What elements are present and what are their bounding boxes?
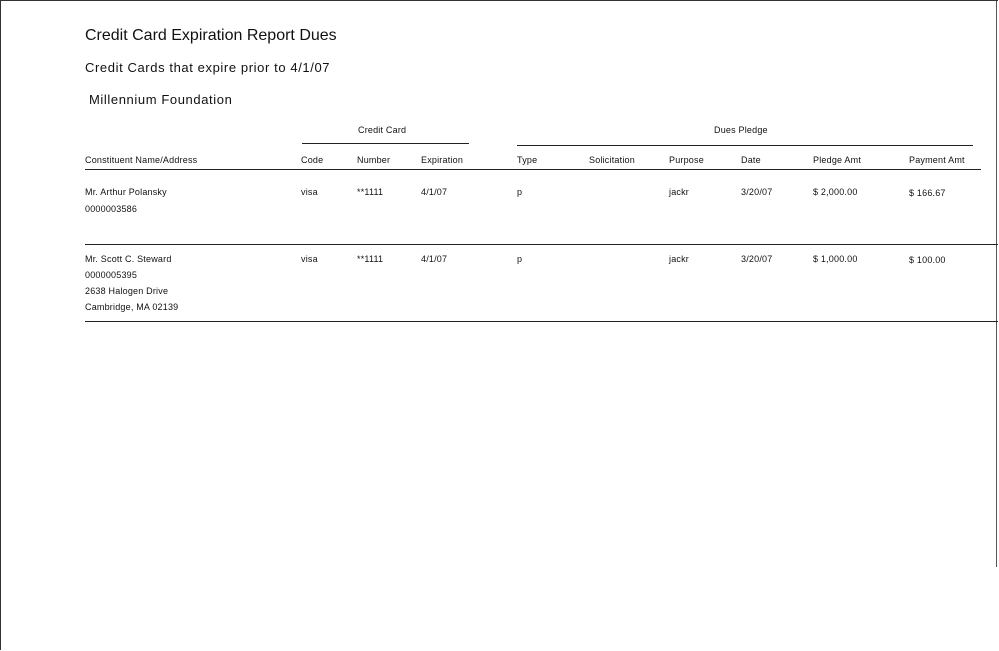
col-header-date: Date (741, 155, 761, 165)
row-expiration: 4/1/07 (421, 254, 448, 264)
credit-card-group-header: Credit Card (358, 125, 407, 135)
col-header-expiration: Expiration (421, 155, 464, 165)
report-title: Credit Card Expiration Report Dues (85, 27, 337, 44)
row-address-line-1: 2638 Halogen Drive (85, 286, 169, 296)
col-header-name: Constituent Name/Address (85, 155, 198, 165)
col-header-code: Code (301, 155, 324, 165)
row-name: Mr. Arthur Polansky (85, 187, 167, 197)
row-address-line-2: Cambridge, MA 02139 (85, 302, 179, 312)
row-expiration: 4/1/07 (421, 187, 448, 197)
row-payment-amt: $ 166.67 (909, 188, 946, 198)
col-header-purpose: Purpose (669, 155, 704, 165)
header-rule (85, 169, 981, 170)
row-purpose: jackr (669, 254, 690, 264)
report-subtitle: Credit Cards that expire prior to 4/1/07 (85, 60, 331, 75)
row-separator (85, 321, 998, 322)
row-pledge-amt: $ 2,000.00 (813, 187, 858, 197)
row-id: 0000005395 (85, 270, 138, 280)
row-type: p (517, 187, 523, 197)
col-header-pledge-amt: Pledge Amt (813, 155, 862, 165)
col-header-type: Type (517, 155, 538, 165)
row-payment-amt: $ 100.00 (909, 255, 946, 265)
row-number: **1111 (357, 187, 384, 197)
row-code: visa (301, 254, 318, 264)
dues-pledge-group-rule (517, 145, 973, 146)
row-date: 3/20/07 (741, 254, 773, 264)
row-name: Mr. Scott C. Steward (85, 254, 172, 264)
row-code: visa (301, 187, 318, 197)
col-header-solicitation: Solicitation (589, 155, 635, 165)
row-purpose: jackr (669, 187, 690, 197)
row-type: p (517, 254, 523, 264)
credit-card-group-rule (302, 143, 469, 144)
row-pledge-amt: $ 1,000.00 (813, 254, 858, 264)
page-edge-line (996, 1, 997, 567)
col-header-payment-amt: Payment Amt (909, 155, 965, 165)
organization-name: Millennium Foundation (89, 92, 233, 107)
row-date: 3/20/07 (741, 187, 773, 197)
dues-pledge-group-header: Dues Pledge (714, 125, 768, 135)
row-id: 0000003586 (85, 204, 138, 214)
row-separator (85, 244, 998, 245)
col-header-number: Number (357, 155, 391, 165)
row-number: **1111 (357, 254, 384, 264)
